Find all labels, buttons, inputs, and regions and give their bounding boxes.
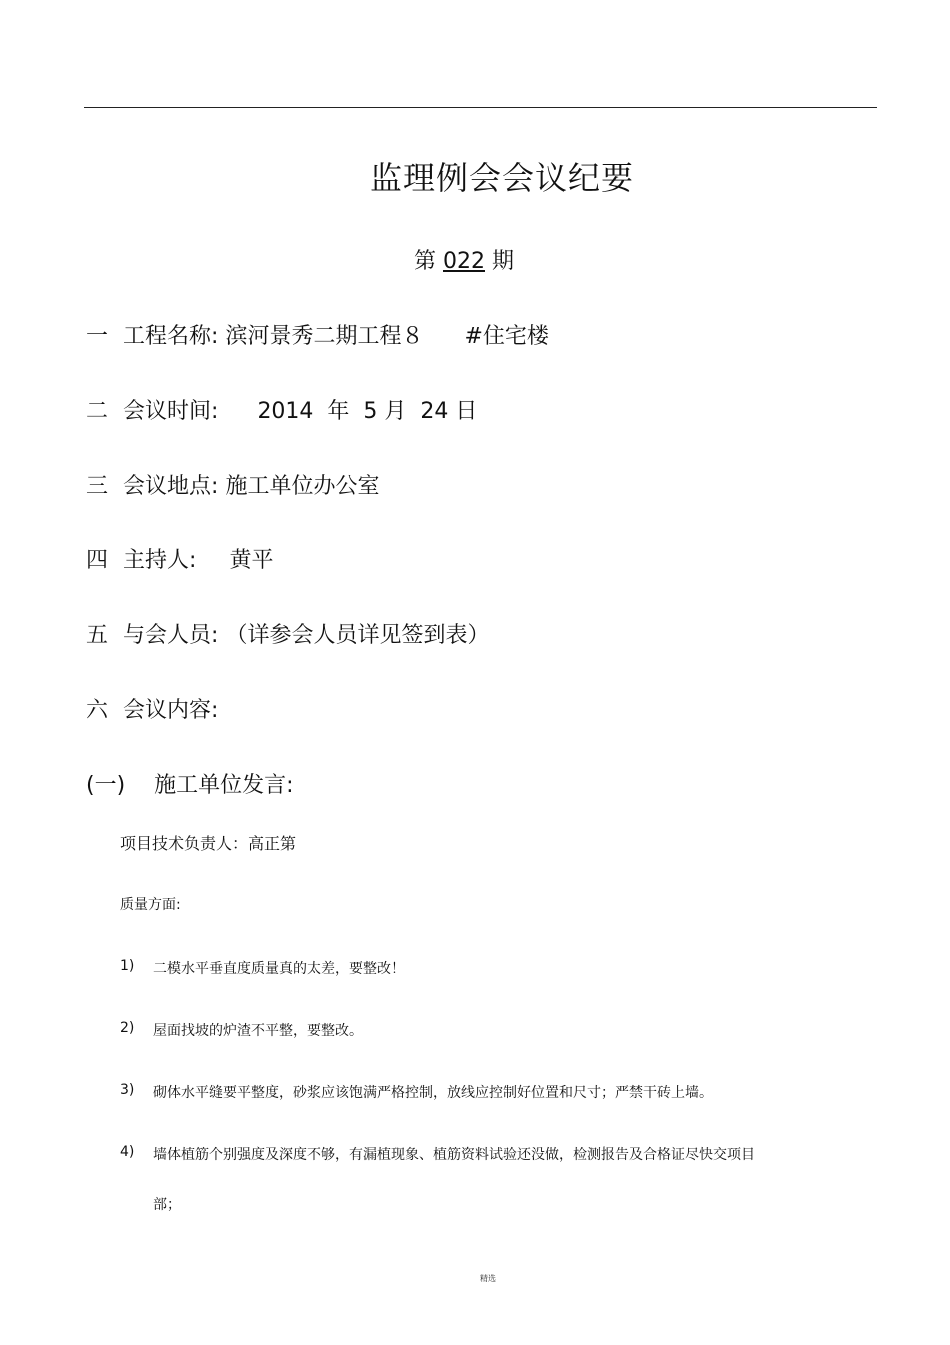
list-item — [0, 958, 950, 978]
list-item — [0, 1020, 950, 1040]
section-project-name — [86, 319, 549, 350]
project-name-value: 滨河景秀二期工程８ — [225, 324, 424, 349]
header-rule — [84, 107, 877, 108]
section-label: 与会人员: — [123, 623, 219, 648]
item-text: 砌体水平缝要平整度，砂浆应该饱满严格控制，放线应控制好位置和尺寸；严禁干砖上墙。 — [153, 1085, 713, 1101]
item-number: 4) — [120, 1144, 135, 1160]
building-value: #住宅楼 — [464, 324, 549, 349]
host-value: 黄平 — [229, 548, 274, 573]
section-number: 四 — [86, 548, 109, 573]
item-number: 2) — [120, 1020, 135, 1036]
issue-number-value: 022 — [443, 249, 485, 274]
item-number: 3) — [120, 1082, 135, 1098]
section-meeting-content — [86, 693, 218, 724]
list-item — [0, 1082, 950, 1102]
section-meeting-location — [86, 469, 379, 500]
section-attendees — [86, 618, 489, 649]
footer-mark: 精选 — [480, 1274, 496, 1283]
section-label: 主持人: — [123, 548, 197, 573]
section-number: 二 — [86, 399, 109, 424]
section-meeting-time — [86, 394, 477, 425]
item-text: 墙体植筋个别强度及深度不够，有漏植现象、植筋资料试验还没做，检测报告及合格证尽快交项目 — [153, 1147, 755, 1163]
section-number: 五 — [86, 623, 109, 648]
section-label: 会议时间: — [123, 399, 219, 424]
issue-prefix: 第 — [413, 249, 436, 274]
item-text: 二模水平垂直度质量真的太差，要整改！ — [153, 961, 405, 977]
section-number: 六 — [86, 698, 109, 723]
list-item — [0, 1144, 950, 1214]
speaker-line: 项目技术负责人：高正第 — [120, 834, 297, 853]
section-label: 会议地点: — [123, 474, 219, 499]
item-number: 1) — [120, 958, 135, 974]
section-number: 三 — [86, 474, 109, 499]
section-host — [86, 543, 273, 574]
meeting-date-value: 2014 年 5 月 24 日 — [257, 399, 478, 424]
item-text-continued: 部； — [153, 1197, 181, 1213]
issue-number — [0, 244, 928, 275]
subsection-contractor-speech — [86, 768, 294, 799]
section-label: 工程名称: — [123, 324, 219, 349]
document-title: 监理例会会议纪要 — [369, 159, 634, 197]
quality-heading: 质量方面: — [120, 897, 181, 913]
item-text: 屋面找坡的炉渣不平整，要整改。 — [153, 1023, 363, 1039]
attendees-value: （详参会人员详见签到表） — [225, 623, 490, 648]
section-label: 会议内容: — [123, 698, 219, 723]
subsection-label: 施工单位发言: — [154, 773, 294, 798]
issue-suffix: 期 — [492, 249, 515, 274]
section-number: 一 — [86, 324, 109, 349]
subsection-number: (一) — [86, 773, 126, 798]
meeting-location-value: 施工单位办公室 — [225, 474, 380, 499]
